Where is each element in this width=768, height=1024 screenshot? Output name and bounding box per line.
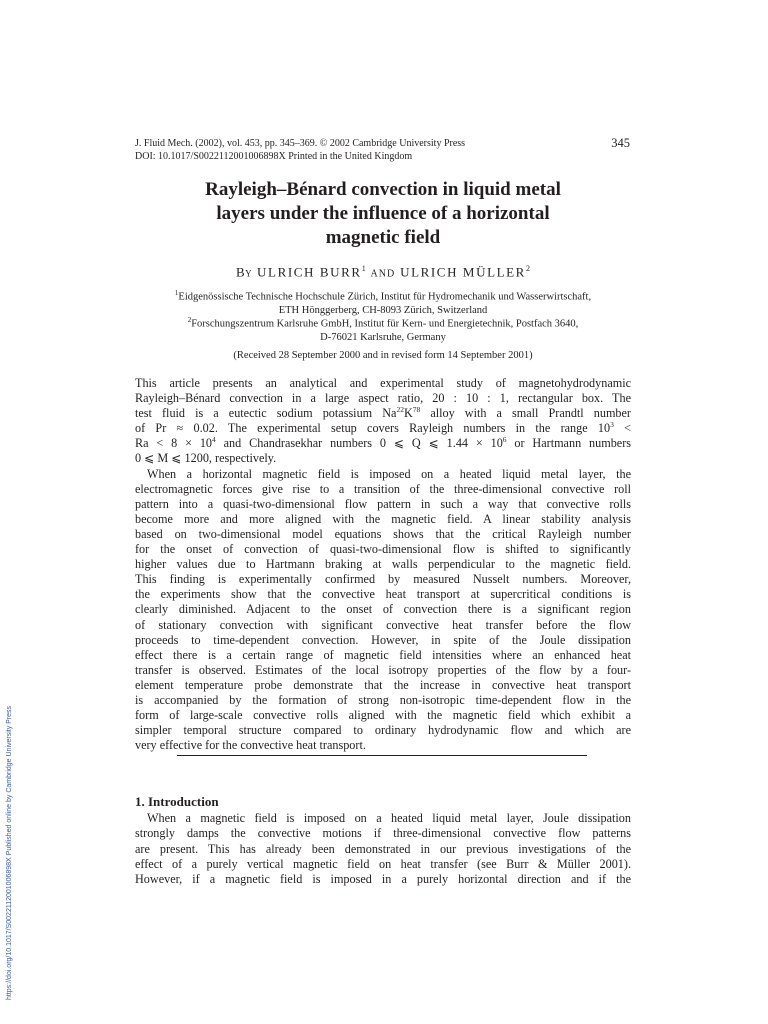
affiliation-line: ETH Hönggerberg, CH-8093 Zürich, Switzerland [278,304,488,316]
superscript: 4 [212,435,216,445]
abstract-line: is accompanied by the formation of strong non-isotropic time-dependent flow in the [135,692,631,707]
abstract [135,376,631,753]
abstract-line: transfer is observed. Estimates of the local isotropy properties of the flow by a four- [135,662,631,677]
abstract-line [135,406,631,421]
abstract-line: of stationary convection with significant convective heat transfer before the flow [135,617,631,632]
body-line: effect of a purely vertical magnetic field on heat transfer (see Burr & Müller 2001). [135,856,631,871]
author-name: ULRICH MÜLLER [400,264,526,280]
affiliation [135,314,631,344]
journal-header [135,137,635,163]
affiliation-marker: 1 [361,264,366,273]
title-line: magnetic field [325,227,441,248]
section-divider [177,755,587,756]
abstract-line: Rayleigh–Bénard convection in a large aspect ratio, 20 : 10 : 1, rectangular box. The [135,391,631,406]
journal-citation: J. Fluid Mech. (2002), vol. 453, pp. 345–369. © 2002 Cambridge University Press [135,138,466,149]
by-label: By [236,264,253,280]
abstract-line [135,436,631,451]
affiliation-line: D-76021 Karlsruhe, Germany [320,331,446,343]
superscript: 3 [610,420,614,430]
abstract-line: become more and more aligned with the magnetic field. A linear stability analysis [135,511,631,526]
text-run: Ra < 8 × 10 [135,436,213,451]
received-date: (Received 28 September 2000 and in revised form 14 September 2001) [233,350,533,361]
abstract-line: When a horizontal magnetic field is imposed on a heated liquid metal layer, the [147,466,631,481]
abstract-line: simpler temporal structure compared to ordinary hydrodynamic flow and which are [135,723,631,738]
abstract-line [135,421,631,436]
text-run: K [403,406,413,421]
abstract-line: 0 ⩽ M ⩽ 1200, respectively. [135,451,277,466]
abstract-line: electromagnetic forces give rise to a transition of the three-dimensional convective roll [135,481,631,496]
body-line: However, if a magnetic field is imposed in a purely horizontal direction and if the [135,872,631,887]
text-run: test fluid is a eutectic sodium potassium Na [135,406,397,421]
abstract-line: proceeds to time-dependent convection. However, in spite of the Joule dissipation [135,632,631,647]
abstract-line: very effective for the convective heat transport. [135,738,366,753]
page-number: 345 [611,136,630,150]
paper-title [135,178,631,250]
superscript: 22 [396,405,404,415]
title-line: layers under the influence of a horizontal [216,203,550,224]
section-heading: 1. Introduction [135,794,219,809]
text-run: or Hartmann numbers [506,436,631,451]
abstract-line: form of large-scale convective rolls aligned with the magnetic field which exhibit a [135,708,631,723]
doi-sidebar-link[interactable]: https://doi.org/10.1017/S0022112001006898X Published online by Cambridge University Press [6,705,13,1000]
abstract-line: higher values due to Hartmann braking at walls perpendicular to the magnetic field. [135,557,631,572]
text-run: alloy with a small Prandtl number [420,406,631,421]
abstract-line: for the onset of convection of quasi-two-dimensional flow is shifted to significantly [135,542,631,557]
superscript: 78 [412,405,421,415]
doi-line: DOI: 10.1017/S0022112001006898X Printed in the United Kingdom [135,151,413,162]
abstract-line: effect there is a certain range of magnetic field intensities where an enhanced heat [135,647,631,662]
text-run: of Pr ≈ 0.02. The experimental setup covers Rayleigh numbers in the range 10 [135,421,611,436]
abstract-line: clearly diminished. Adjacent to the onset of convection there is a significant region [135,602,631,617]
affiliation-marker: 2 [525,264,530,273]
and-label: AND [370,268,396,280]
abstract-line: element temperature probe demonstrate that the increase in convective heat transport [135,677,631,692]
introduction-text [135,811,631,887]
abstract-line: This finding is experimentally confirmed by measured Nusselt numbers. Moreover, [135,572,631,587]
author-name: ULRICH BURR [257,264,362,280]
abstract-line: pattern into a quasi-two-dimensional flow pattern in such a way that convective rolls [135,496,631,511]
body-line: When a magnetic field is imposed on a heated liquid metal layer, Joule dissipation [147,811,631,825]
affiliation-line [135,287,631,304]
affiliation-text: Forschungszentrum Karlsruhe GmbH, Institut für Kern- und Energietechnik, Postfach 3640, [191,318,579,330]
affiliation-marker: 1 [174,289,179,297]
affiliation [135,287,631,317]
affiliation-text: Eidgenössische Technische Hochschule Zürich, Institut für Hydromechanik und Wasserwirtschaft, [178,291,592,303]
abstract-line: based on two-dimensional model equations shows that the critical Rayleigh number [135,526,631,541]
abstract-line: This article presents an analytical and experimental study of magnetohydrodynamic [135,376,631,390]
superscript: 6 [502,435,507,445]
body-line: strongly damps the convective motions if three-dimensional convective flow patterns [135,826,631,841]
affiliation-line [135,314,631,331]
author-line [135,264,631,280]
text-run: and Chandrasekhar numbers 0 ⩽ Q ⩽ 1.44 × 10 [215,436,503,451]
text-run: < [613,421,631,436]
abstract-line: the experiments show that the convective heat transport at supercritical conditions is [135,587,631,602]
body-line: are present. This has already been demonstrated in our previous investigations of the [135,841,631,856]
title-line: Rayleigh–Bénard convection in liquid metal [205,179,561,200]
affiliation-marker: 2 [187,316,192,324]
